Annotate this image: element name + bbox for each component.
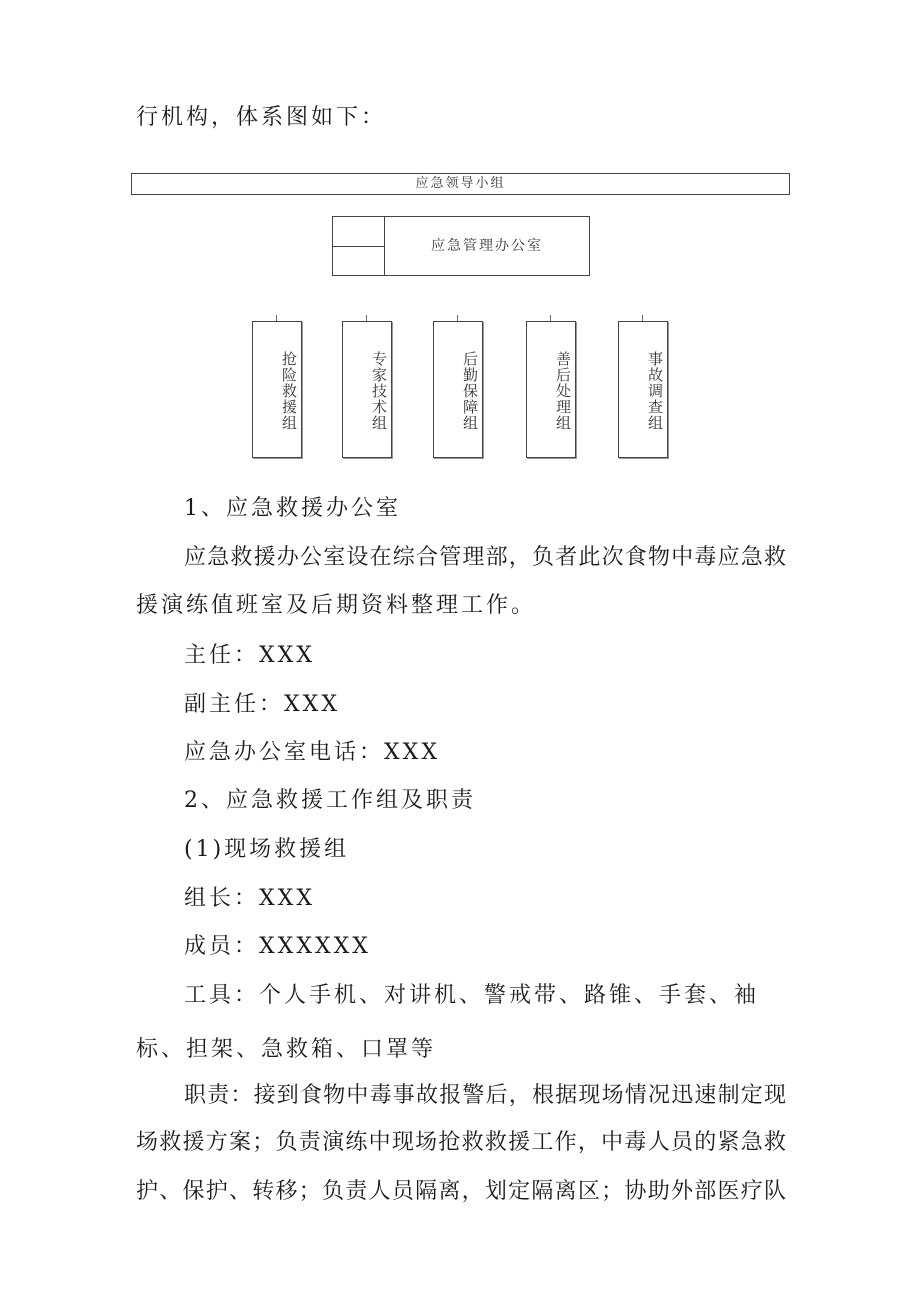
group-box-rescue [252, 321, 302, 458]
group-label: 事故调查组 [646, 350, 664, 431]
group-label: 善后处理组 [554, 350, 572, 431]
leader-group-box [131, 173, 790, 195]
group-label: 专家技术组 [370, 350, 388, 431]
tools-line: 标、担架、急救箱、口罩等 [136, 1037, 437, 1062]
group-label: 后勤保障组 [461, 350, 479, 431]
duty-line: 护、保护、转移；负责人员隔离，划定隔离区；协助外部医疗队 [136, 1179, 786, 1204]
duty-line: 场救援方案；负责演练中现场抢救救援工作，中毒人员的紧急救 [136, 1130, 786, 1155]
director-line: 主任：XXX [184, 643, 315, 668]
group-box-logistics [433, 321, 483, 458]
office-side-cell [333, 217, 385, 275]
members-line: 成员：XXXXXX [184, 934, 371, 959]
tools-line: 工具：个人手机、对讲机、警戒带、路锥、手套、袖 [184, 983, 760, 1008]
section-1-title: 1、应急救援办公室 [184, 496, 401, 521]
intro-text: 行机构，体系图如下： [136, 105, 387, 130]
group-box-expert [342, 321, 392, 458]
section-2-title: 2、应急救援工作组及职责 [184, 788, 476, 813]
duty-line: 职责：接到食物中毒事故报警后，根据现场情况迅速制定现 [184, 1083, 786, 1108]
group-box-aftermath [526, 321, 576, 458]
subsection-1-title: (1)现场救援组 [184, 837, 350, 862]
group-label: 抢险救援组 [280, 350, 298, 431]
group-box-investigation [618, 321, 668, 458]
phone-line: 应急办公室电话：XXX [184, 740, 440, 765]
paragraph-line: 应急救援办公室设在综合管理部，负者此次食物中毒应急救 [184, 545, 786, 570]
office-side-divider [333, 246, 384, 247]
paragraph-line: 援演练值班室及后期资料整理工作。 [136, 593, 537, 618]
group-leader-line: 组长：XXX [184, 886, 315, 911]
deputy-line: 副主任：XXX [184, 692, 340, 717]
office-label: 应急管理办公室 [431, 238, 543, 254]
leader-group-label: 应急领导小组 [415, 176, 506, 191]
office-box [332, 216, 590, 276]
